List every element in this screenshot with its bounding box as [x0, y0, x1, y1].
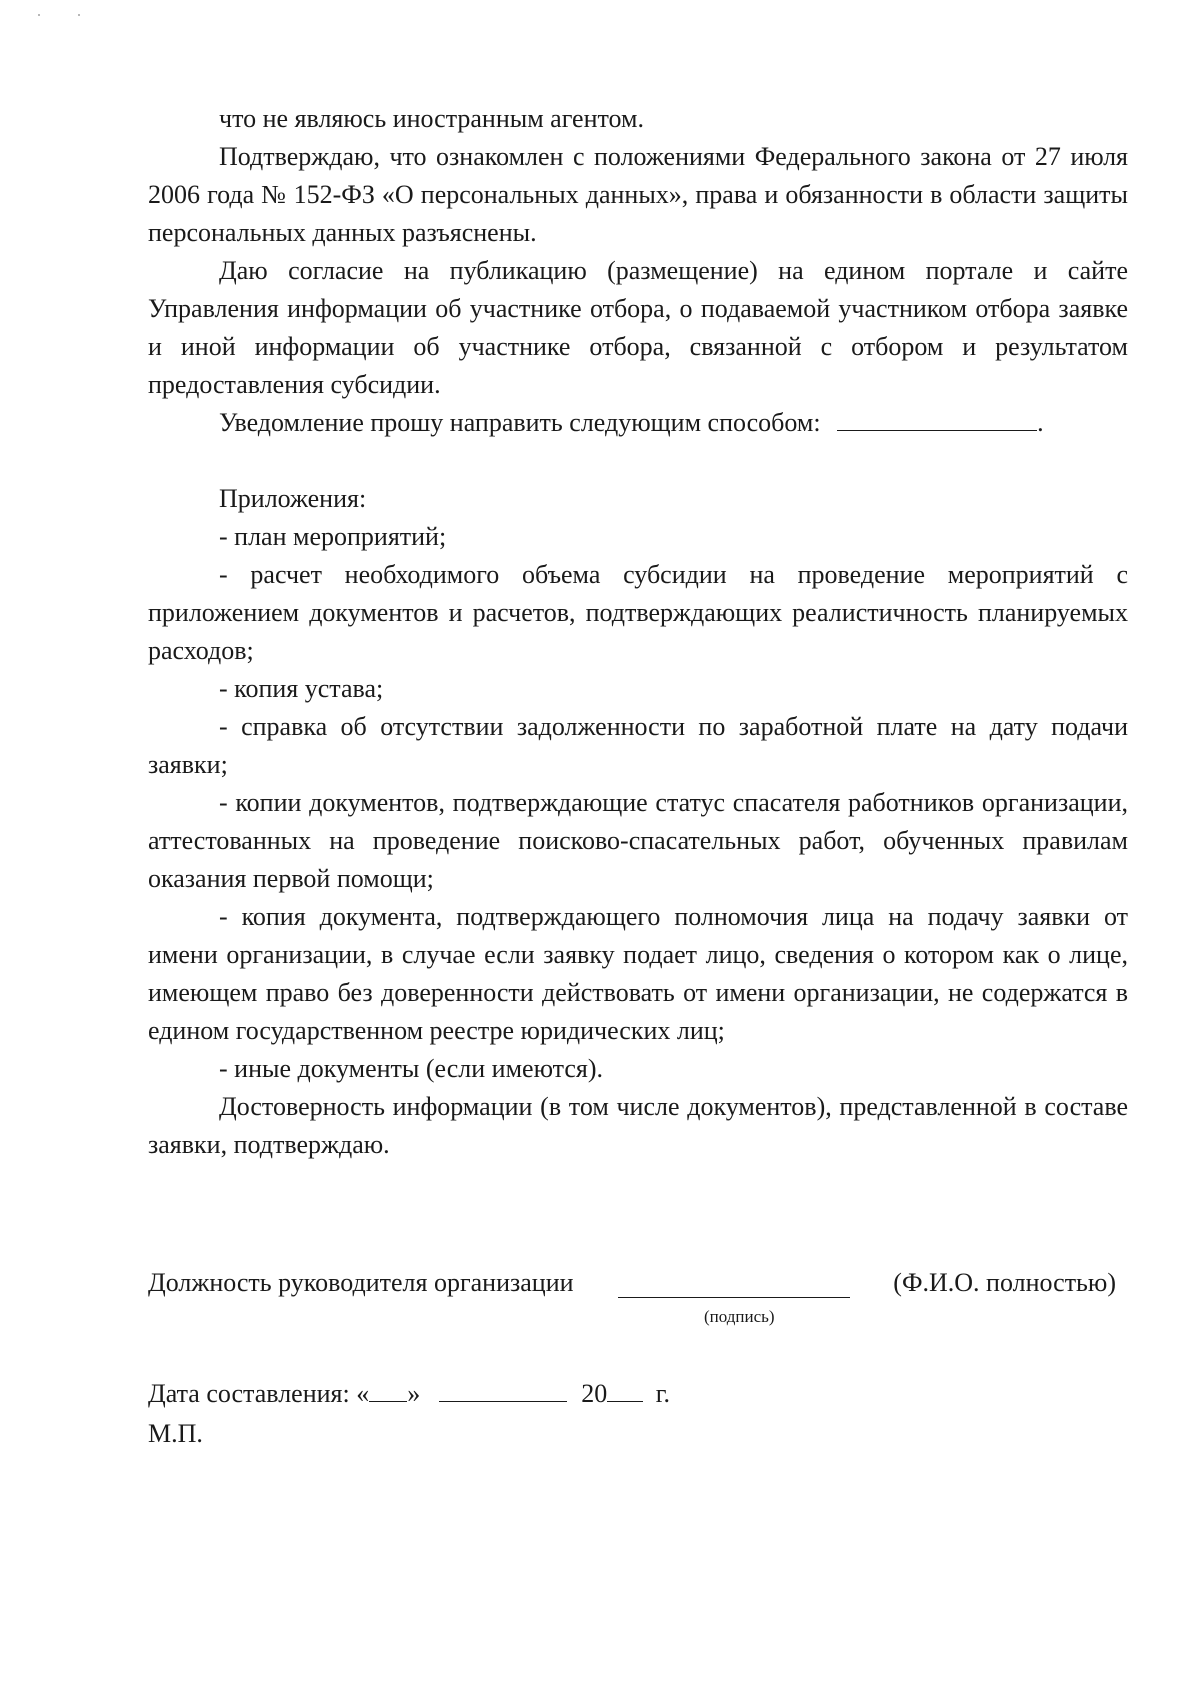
paragraph-confirmation: Достоверность информации (в том числе документов), представленной в составе заявки, подтверждаю. — [148, 1092, 1128, 1159]
attachment-item: - копия документа, подтверждающего полномочия лица на подачу заявки от имени организации, в случае если заявку подает лицо, сведения о котором как о лице, имеющем право без доверенности действовать от имени организации, не содержатся в едином государственном реестре юридических лиц; — [148, 902, 1128, 1045]
year-suffix: г. — [655, 1379, 670, 1408]
month-blank[interactable] — [439, 1375, 567, 1402]
notification-method-blank[interactable] — [837, 404, 1037, 431]
attachments-heading: Приложения: — [219, 484, 367, 513]
attachment-item: - иные документы (если имеются). — [219, 1054, 603, 1083]
attachment-item: - справка об отсутствии задолженности по заработной плате на дату подачи заявки; — [148, 712, 1128, 779]
notification-method-label: Уведомление прошу направить следующим способом: — [219, 408, 821, 437]
position-label: Должность руководителя организации — [148, 1268, 574, 1297]
document-body — [148, 100, 1128, 1164]
year-prefix: 20 — [581, 1379, 608, 1408]
signature-caption: (подпись) — [704, 1307, 775, 1326]
fio-label: (Ф.И.О. полностью) — [893, 1268, 1116, 1297]
signature-blank[interactable] — [618, 1271, 850, 1298]
paragraph-notification-method — [148, 404, 1128, 442]
paragraph-not-foreign-agent: что не являюсь иностранным агентом. — [219, 104, 644, 133]
stamp-place: М.П. — [148, 1419, 203, 1448]
attachment-item: - копия устава; — [219, 674, 384, 703]
scan-speck — [38, 14, 40, 16]
spacer — [148, 442, 1128, 480]
signature-line — [148, 1263, 1128, 1303]
attachment-item: - расчет необходимого объема субсидии на проведение мероприятий с приложением документов и расчетов, подтверждающих реалистичность планируемых расходов; — [148, 560, 1128, 665]
year-blank[interactable] — [607, 1375, 643, 1402]
day-blank[interactable] — [369, 1375, 407, 1402]
date-close-quote: » — [407, 1379, 421, 1408]
attachment-item: - план мероприятий; — [219, 522, 447, 551]
paragraph-publication-consent: Даю согласие на публикацию (размещение) на едином портале и сайте Управления информации об участнике отбора, о подаваемой участником отбора заявке и иной информации об участнике отбора, связанной с отбором и результатом предоставления субсидии. — [148, 256, 1128, 399]
attachment-item: - копии документов, подтверждающие статус спасателя работников организации, аттестованных на проведение поисково-спасательных работ, обученных правилам оказания первой помощи; — [148, 788, 1128, 893]
scan-speck — [78, 14, 80, 16]
date-label: Дата составления: « — [148, 1379, 370, 1408]
date-line — [148, 1374, 670, 1414]
paragraph-personal-data: Подтверждаю, что ознакомлен с положениями Федерального закона от 27 июля 2006 года № 152-ФЗ «О персональных данных», права и обязанности в области защиты персональных данных разъяснены. — [148, 142, 1128, 247]
notification-method-period: . — [1037, 408, 1044, 437]
